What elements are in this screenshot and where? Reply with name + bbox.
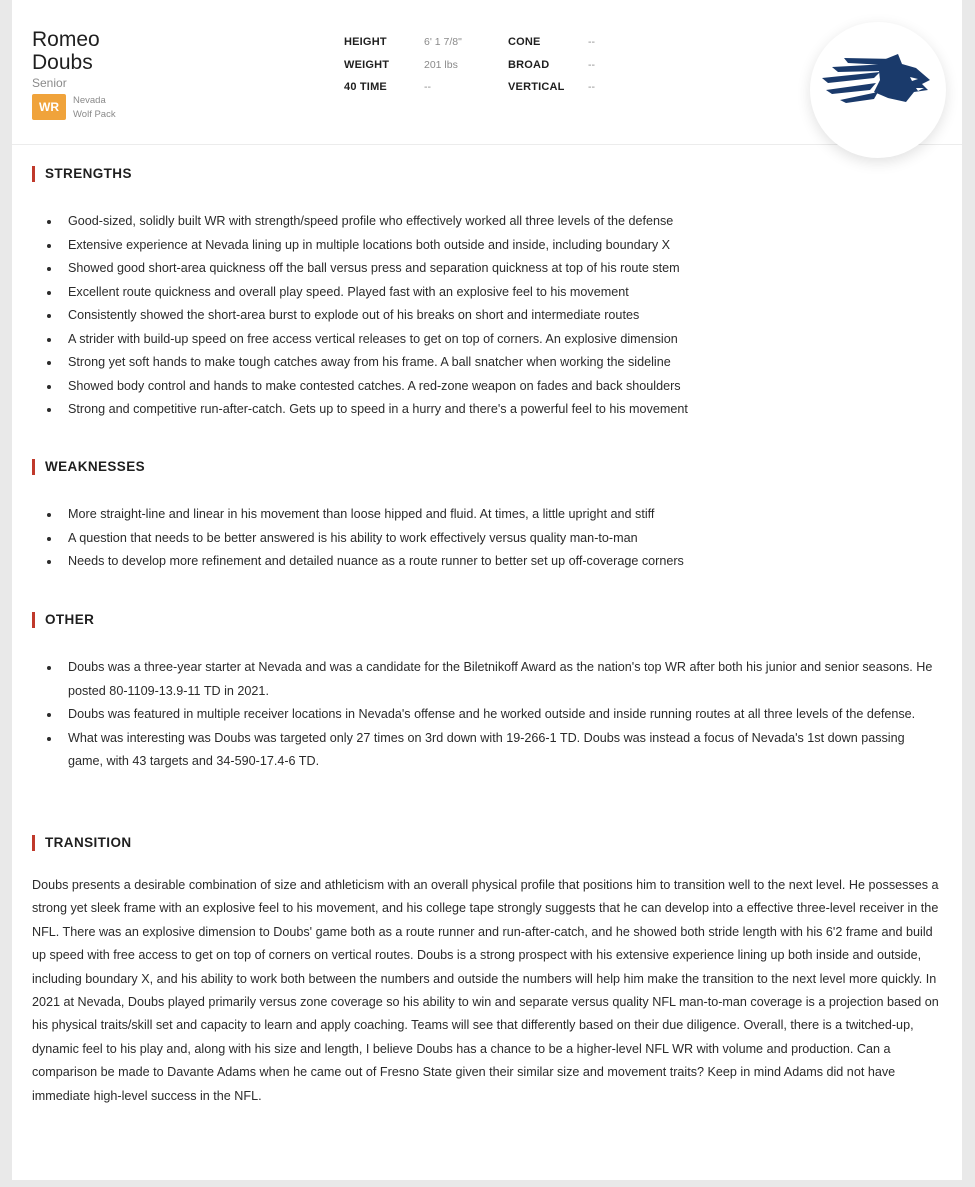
section-title: WEAKNESSES <box>32 459 942 475</box>
strengths-section <box>32 166 942 422</box>
stat-label: WEIGHT <box>344 58 390 71</box>
school-name <box>73 94 153 122</box>
measurables-row <box>344 76 672 99</box>
list-item: A strider with build-up speed on free access vertical releases to get on top of corners. An explosive dimension <box>32 328 942 352</box>
weaknesses-list <box>32 503 942 574</box>
measurables-row <box>344 54 672 77</box>
other-section <box>32 612 942 774</box>
list-item: What was interesting was Doubs was targeted only 27 times on 3rd down with 19-266-1 TD. Doubs was instead a focus of Nevada's 1st down passing game, with 43 targets and 34-590-17.4-6 TD. <box>32 727 942 774</box>
list-item: Showed good short-area quickness off the ball versus press and separation quickness at top of his route stem <box>32 257 942 281</box>
list-item: Needs to develop more refinement and detailed nuance as a route runner to better set up off-coverage corners <box>32 550 942 574</box>
wolf-logo-icon <box>818 50 938 120</box>
stat-label: BROAD <box>508 58 550 71</box>
school-line-1: Nevada <box>73 95 106 106</box>
section-title: STRENGTHS <box>32 166 942 182</box>
list-item: Showed body control and hands to make contested catches. A red-zone weapon on fades and back shoulders <box>32 375 942 399</box>
transition-paragraph: Doubs presents a desirable combination of size and athleticism with an overall physical profile that positions him to transition well to the next level. He possesses a strong yet sleek frame with an explosive feel to his movement, and his college tape strongly suggests that he can develop into a effective three-level receiver in the NFL. There was an explosive dimension to Doubs' game both as a route runner and run-after-catch, and he showed both stride length with his 6'2 frame and build up speed with free access to get on top of corners on vertical routes. Doubs is a strong prospect with his extensive experience lining up both inside and outside, including boundary X, and his ability to work both between the numbers and outside the numbers will help him make the transition to the next level more quickly. In 2021 at Nevada, Doubs played primarily versus zone coverage so his ability to win and separate versus quality NFL man-to-man coverage is a projection based on his physical traits/skill set and capacity to learn and apply coaching. Teams will see that differently based on their due diligence. Overall, there is a twitched-up, dynamic feel to his play and, along with his size and length, I believe Doubs has a chance to be a higher-level NFL WR with volume and production. Can a comparison be made to Davante Adams when he came out of Fresno State given their similar size and movement traits? Keep in mind Adams did not have immediate high-level success in the NFL. <box>32 878 939 1103</box>
team-logo <box>810 22 946 158</box>
section-title: OTHER <box>32 612 942 628</box>
player-last-name: Doubs <box>32 51 93 74</box>
transition-section <box>32 835 942 1108</box>
list-item: Strong yet soft hands to make tough catches away from his frame. A ball snatcher when working the sideline <box>32 351 942 375</box>
list-item: Doubs was featured in multiple receiver locations in Nevada's offense and he worked outside and inside running routes at all three levels of the defense. <box>32 703 942 727</box>
section-title: TRANSITION <box>32 835 942 851</box>
stat-value: 6' 1 7/8" <box>424 36 462 49</box>
player-header <box>12 0 962 145</box>
school-line-2: Wolf Pack <box>73 109 116 120</box>
list-item: A question that needs to be better answered is his ability to work effectively versus quality man-to-man <box>32 527 942 551</box>
list-item: Strong and competitive run-after-catch. Gets up to speed in a hurry and there's a powerful feel to his movement <box>32 398 942 422</box>
list-item: Good-sized, solidly built WR with strength/speed profile who effectively worked all three levels of the defense <box>32 210 942 234</box>
stat-value: 201 lbs <box>424 58 458 71</box>
list-item: Extensive experience at Nevada lining up in multiple locations both outside and inside, including boundary X <box>32 234 942 258</box>
position-badge: WR <box>32 94 66 120</box>
stat-value: -- <box>424 81 431 94</box>
strengths-list <box>32 210 942 422</box>
list-item: Excellent route quickness and overall play speed. Played fast with an explosive feel to his movement <box>32 281 942 305</box>
stat-value: -- <box>588 36 595 49</box>
stat-label: VERTICAL <box>508 81 565 94</box>
list-item: More straight-line and linear in his movement than loose hipped and fluid. At times, a little upright and stiff <box>32 503 942 527</box>
player-first-name: Romeo <box>32 28 100 51</box>
list-item: Doubs was a three-year starter at Nevada and was a candidate for the Biletnikoff Award as the nation's top WR after both his junior and senior seasons. He posted 80-1109-13.9-11 TD in 2021. <box>32 656 942 703</box>
stat-label: CONE <box>508 36 541 49</box>
measurables-row <box>344 31 672 54</box>
other-list <box>32 656 942 774</box>
stat-label: 40 TIME <box>344 81 387 94</box>
list-item: Consistently showed the short-area burst to explode out of his breaks on short and intermediate routes <box>32 304 942 328</box>
player-class-year: Senior <box>32 76 67 90</box>
scouting-report-card <box>12 0 962 1180</box>
player-name <box>32 28 100 74</box>
stat-label: HEIGHT <box>344 36 387 49</box>
weaknesses-section <box>32 459 942 574</box>
stat-value: -- <box>588 81 595 94</box>
measurables-table <box>344 31 672 99</box>
stat-value: -- <box>588 58 595 71</box>
